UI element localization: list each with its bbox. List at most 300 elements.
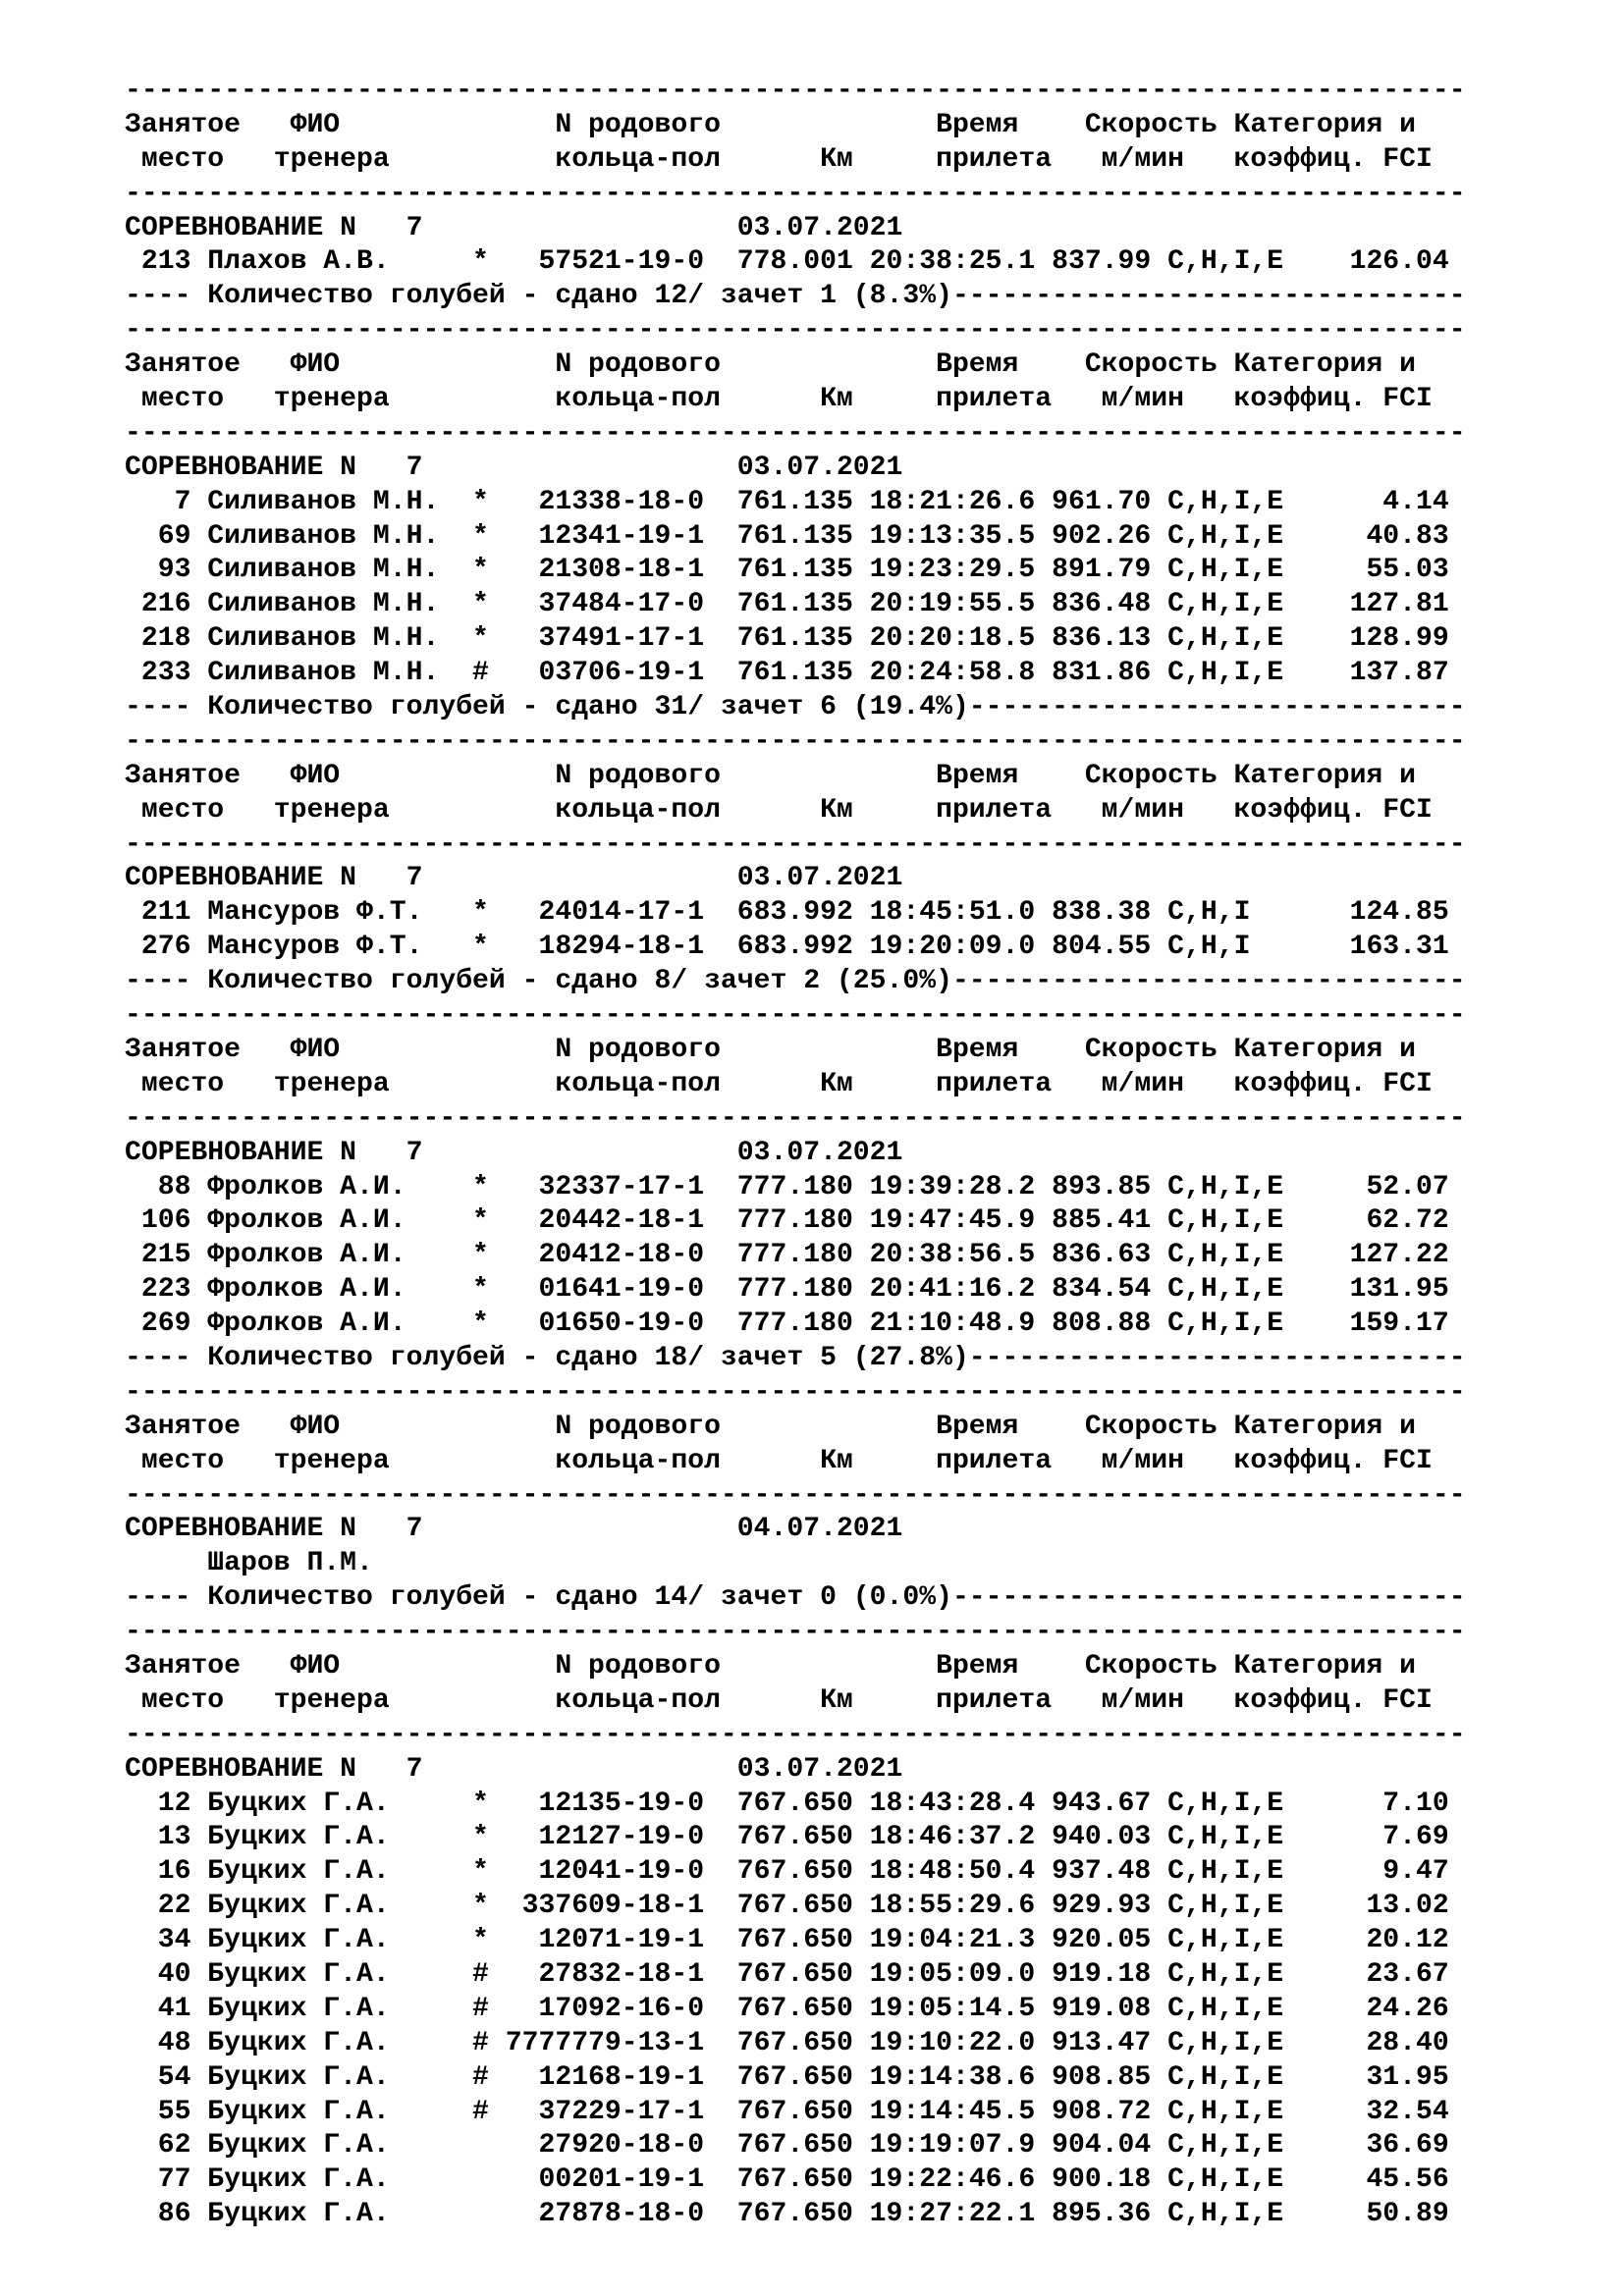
trainer-name: Силиванов М.Н. — [207, 486, 457, 517]
gap — [704, 589, 721, 619]
distance-km: 767.650 — [720, 1958, 853, 1990]
category: C,H,I,E — [1167, 1171, 1284, 1202]
place: 12 — [125, 1788, 191, 1819]
ring-mark: # — [472, 658, 489, 689]
fci: 124.85 — [1283, 897, 1449, 929]
ring-number: 32337-17-1 — [488, 1171, 705, 1202]
distance-km: 761.135 — [720, 486, 853, 517]
gap — [704, 555, 721, 585]
speed: 937.48 — [1052, 1856, 1152, 1888]
ring-number: 03706-19-1 — [488, 658, 705, 689]
gap — [190, 1308, 207, 1339]
fci: 45.56 — [1283, 2164, 1449, 2196]
category: C,H,I — [1167, 932, 1284, 963]
trainer-name: Мансуров Ф.Т. — [207, 897, 457, 929]
ring-mark: * — [472, 589, 489, 620]
gap — [190, 2164, 207, 2195]
gap — [456, 555, 472, 585]
result-row — [125, 1788, 1466, 1822]
ring-mark: * — [472, 1856, 489, 1888]
gap — [1035, 2130, 1052, 2161]
gap — [1035, 555, 1052, 585]
category: C,H,I,E — [1167, 1274, 1284, 1306]
gap — [190, 1822, 207, 1852]
gap — [190, 1994, 207, 2024]
gap — [456, 589, 472, 619]
ring-number: 12127-19-0 — [488, 1822, 705, 1853]
speed: 908.72 — [1052, 2096, 1152, 2127]
place: 40 — [125, 1958, 191, 1990]
gap — [1151, 1891, 1167, 1921]
competition-line — [125, 452, 1466, 486]
gap — [704, 658, 721, 688]
gap — [190, 1205, 207, 1236]
speed: 919.18 — [1052, 1958, 1152, 1990]
gap — [853, 1925, 870, 1955]
gap — [1151, 658, 1167, 688]
place: 215 — [125, 1240, 191, 1271]
gap — [853, 1959, 870, 1990]
trainer-name: Буцких Г.А. — [207, 2061, 457, 2093]
gap — [853, 1822, 870, 1852]
rule: --------------------------------------------------------------------------------- — [125, 1617, 1466, 1648]
distance-km: 767.650 — [720, 2130, 853, 2162]
fci: 7.69 — [1283, 1822, 1449, 1853]
gap — [853, 897, 870, 928]
gap — [853, 555, 870, 585]
trainer-name: Силиванов М.Н. — [207, 623, 457, 655]
ring-mark — [472, 2199, 489, 2229]
gap — [853, 2097, 870, 2127]
fci: 52.07 — [1283, 1171, 1449, 1202]
trainer-name: Силиванов М.Н. — [207, 589, 457, 620]
category: C,H,I,E — [1167, 1205, 1284, 1237]
category: C,H,I,E — [1167, 2096, 1284, 2127]
trainer-name: Буцких Г.А. — [207, 2096, 457, 2127]
competition-date: 03.07.2021 — [736, 1753, 903, 1785]
gap — [704, 1959, 721, 1990]
column-header-line-1: Занятое ФИО N родового Время Скорость Категория и — [125, 1411, 1417, 1442]
category: C,H,I,E — [1167, 1240, 1284, 1271]
ring-mark: * — [472, 1822, 489, 1853]
gap — [190, 1172, 207, 1202]
gap — [456, 521, 472, 552]
trainer-name: Плахов А.В. — [207, 246, 457, 278]
distance-km: 777.180 — [720, 1240, 853, 1271]
ring-number: 12071-19-1 — [488, 1925, 705, 1956]
distance-km: 777.180 — [720, 1171, 853, 1202]
speed: 902.26 — [1052, 520, 1152, 552]
ring-mark — [472, 2130, 489, 2161]
gap — [853, 589, 870, 619]
gap — [1035, 1172, 1052, 1202]
place: 93 — [125, 555, 191, 586]
gap — [1151, 1240, 1167, 1270]
column-header-line-1: Занятое ФИО N родового Время Скорость Категория и — [125, 760, 1417, 791]
gap — [456, 932, 472, 962]
gap — [853, 1856, 870, 1887]
gap — [853, 2028, 870, 2058]
competition-date: 03.07.2021 — [736, 863, 903, 894]
speed: 908.85 — [1052, 2061, 1152, 2093]
gap — [456, 1891, 472, 1921]
result-row — [125, 2163, 1466, 2198]
speed: 831.86 — [1052, 658, 1152, 689]
place: 7 — [125, 486, 191, 517]
category: C,H,I,E — [1167, 2061, 1284, 2093]
column-header-line-2: место тренера кольца-пол Км прилета м/мин коэффиц. FCI — [125, 384, 1433, 415]
ring-number: 24014-17-1 — [488, 897, 705, 929]
gap — [1151, 555, 1167, 585]
gap — [190, 1274, 207, 1305]
speed: 885.41 — [1052, 1205, 1152, 1237]
gap — [704, 1205, 721, 1236]
distance-km: 777.180 — [720, 1205, 853, 1237]
gap — [853, 2062, 870, 2093]
distance-km: 778.001 — [720, 246, 853, 278]
rule: --------------------------------------------------------------------------------- — [125, 76, 1466, 106]
gap — [853, 1789, 870, 1819]
gap — [853, 246, 870, 277]
ring-mark: # — [472, 2061, 489, 2093]
distance-km: 767.650 — [720, 1856, 853, 1888]
arrival-time: 20:24:58.8 — [869, 658, 1036, 689]
speed: 808.88 — [1052, 1308, 1152, 1340]
gap — [456, 1959, 472, 1990]
competition-line — [125, 1137, 1466, 1171]
competition-title: СОРЕВНОВАНИЕ N 7 — [125, 1753, 737, 1785]
result-row — [125, 486, 1466, 520]
gap — [853, 1205, 870, 1236]
fci: 137.87 — [1283, 658, 1449, 689]
result-row — [125, 657, 1466, 691]
trainer-name: Буцких Г.А. — [207, 1993, 457, 2024]
speed: 837.99 — [1052, 246, 1152, 278]
fci: 40.83 — [1283, 520, 1449, 552]
category: C,H,I,E — [1167, 2130, 1284, 2162]
category: C,H,I,E — [1167, 1822, 1284, 1853]
distance-km: 767.650 — [720, 2164, 853, 2196]
gap — [704, 932, 721, 962]
gap — [1035, 932, 1052, 962]
column-header-line-1: Занятое ФИО N родового Время Скорость Категория и — [125, 1650, 1417, 1682]
speed: 913.47 — [1052, 2027, 1152, 2058]
rule: --------------------------------------------------------------------------------- — [125, 1479, 1466, 1511]
gap — [1151, 521, 1167, 552]
ring-mark: # — [472, 2027, 489, 2058]
gap — [190, 897, 207, 928]
distance-km: 767.650 — [720, 1822, 853, 1853]
gap — [456, 2028, 472, 2058]
gap — [1151, 487, 1167, 517]
gap — [456, 2164, 472, 2195]
result-row — [125, 1171, 1466, 1205]
gap — [456, 658, 472, 688]
distance-km: 767.650 — [720, 2061, 853, 2093]
place: 48 — [125, 2027, 191, 2058]
gap — [190, 487, 207, 517]
fci: 62.72 — [1283, 1205, 1449, 1237]
gap — [704, 2028, 721, 2058]
ring-number: 12341-19-1 — [488, 520, 705, 552]
trainer-name: Фролков А.И. — [207, 1171, 457, 1202]
place: 106 — [125, 1205, 191, 1237]
gap — [704, 2130, 721, 2161]
speed: 961.70 — [1052, 486, 1152, 517]
ring-mark: # — [472, 1993, 489, 2024]
arrival-time: 19:19:07.9 — [869, 2130, 1036, 2162]
distance-km: 761.135 — [720, 589, 853, 620]
ring-number: 7777779-13-1 — [488, 2027, 705, 2058]
competition-line — [125, 862, 1466, 896]
gap — [456, 1172, 472, 1202]
category: C,H,I,E — [1167, 2199, 1284, 2230]
fci: 28.40 — [1283, 2027, 1449, 2058]
gap — [704, 1925, 721, 1955]
gap — [1035, 658, 1052, 688]
arrival-time: 20:20:18.5 — [869, 623, 1036, 655]
gap — [1035, 246, 1052, 277]
category: C,H,I,E — [1167, 1958, 1284, 1990]
gap — [190, 932, 207, 962]
ring-mark: * — [472, 1788, 489, 1819]
ring-number: 21338-18-0 — [488, 486, 705, 517]
ring-mark: * — [472, 1925, 489, 1956]
gap — [1035, 2097, 1052, 2127]
gap — [1151, 2062, 1167, 2093]
category: C,H,I,E — [1167, 1891, 1284, 1922]
arrival-time: 19:14:45.5 — [869, 2096, 1036, 2127]
ring-number: 37229-17-1 — [488, 2096, 705, 2127]
arrival-time: 18:46:37.2 — [869, 1822, 1036, 1853]
place: 216 — [125, 589, 191, 620]
category: C,H,I,E — [1167, 1308, 1284, 1340]
rule: --------------------------------------------------------------------------------- — [125, 725, 1466, 757]
result-row — [125, 1890, 1466, 1924]
ring-number: 01650-19-0 — [488, 1308, 705, 1340]
place: 218 — [125, 623, 191, 655]
gap — [456, 1994, 472, 2024]
gap — [1035, 1994, 1052, 2024]
gap — [456, 246, 472, 277]
category: C,H,I,E — [1167, 1788, 1284, 1819]
ring-number: 01641-19-0 — [488, 1274, 705, 1306]
gap — [1035, 1205, 1052, 1236]
gap — [190, 2062, 207, 2093]
gap — [456, 1789, 472, 1819]
gap — [1035, 1308, 1052, 1339]
gap — [853, 2199, 870, 2229]
gap — [190, 521, 207, 552]
distance-km: 767.650 — [720, 1891, 853, 1922]
speed: 834.54 — [1052, 1274, 1152, 1306]
summary-line: ---- Количество голубей - сдано 31/ зачет 6 (19.4%)------------------------------ — [125, 692, 1466, 723]
arrival-time: 19:10:22.0 — [869, 2027, 1036, 2058]
ring-number: 337609-18-1 — [488, 1891, 705, 1922]
fci: 55.03 — [1283, 555, 1449, 586]
gap — [704, 1172, 721, 1202]
category: C,H,I,E — [1167, 2027, 1284, 2058]
ring-mark: * — [472, 932, 489, 963]
gap — [704, 897, 721, 928]
gap — [853, 1240, 870, 1270]
ring-mark: * — [472, 486, 489, 517]
competition-title: СОРЕВНОВАНИЕ N 7 — [125, 1137, 737, 1168]
rule: --------------------------------------------------------------------------------- — [125, 1719, 1466, 1750]
result-row — [125, 2129, 1466, 2163]
gap — [704, 2062, 721, 2093]
gap — [853, 1308, 870, 1339]
gap — [190, 589, 207, 619]
rule: --------------------------------------------------------------------------------- — [125, 1102, 1466, 1134]
ring-mark: * — [472, 520, 489, 552]
ring-number: 27832-18-1 — [488, 1958, 705, 1990]
trainer-name: Буцких Г.А. — [207, 2164, 457, 2196]
place: 62 — [125, 2130, 191, 2162]
gap — [1151, 2130, 1167, 2161]
column-header-line-2: место тренера кольца-пол Км прилета м/мин коэффиц. FCI — [125, 143, 1433, 175]
gap — [704, 1308, 721, 1339]
gap — [1151, 2199, 1167, 2229]
gap — [1151, 1822, 1167, 1852]
result-row — [125, 2096, 1466, 2130]
competition-date: 03.07.2021 — [736, 212, 903, 243]
competition-title: СОРЕВНОВАНИЕ N 7 — [125, 1514, 737, 1545]
result-row — [125, 520, 1466, 555]
ring-mark: * — [472, 623, 489, 655]
gap — [456, 1240, 472, 1270]
gap — [190, 1891, 207, 1921]
gap — [456, 2097, 472, 2127]
arrival-time: 20:38:25.1 — [869, 246, 1036, 278]
gap — [853, 521, 870, 552]
gap — [1035, 2199, 1052, 2229]
fci: 36.69 — [1283, 2130, 1449, 2162]
ring-number: 37491-17-1 — [488, 623, 705, 655]
competition-title: СОРЕВНОВАНИЕ N 7 — [125, 212, 737, 243]
gap — [853, 2164, 870, 2195]
arrival-time: 18:48:50.4 — [869, 1856, 1036, 1888]
place: 269 — [125, 1308, 191, 1340]
column-header-line-1: Занятое ФИО N родового Время Скорость Категория и — [125, 349, 1417, 381]
ring-number: 57521-19-0 — [488, 246, 705, 278]
trainer-name: Силиванов М.Н. — [207, 555, 457, 586]
gap — [1035, 623, 1052, 654]
gap — [853, 623, 870, 654]
speed: 900.18 — [1052, 2164, 1152, 2196]
place: 69 — [125, 520, 191, 552]
trainer-name: Буцких Г.А. — [207, 1822, 457, 1853]
competition-line — [125, 1513, 1466, 1547]
trainer-name: Силиванов М.Н. — [207, 658, 457, 689]
gap — [704, 1240, 721, 1270]
category: C,H,I,E — [1167, 246, 1284, 278]
distance-km: 777.180 — [720, 1308, 853, 1340]
ring-number: 12168-19-1 — [488, 2061, 705, 2093]
gap — [853, 658, 870, 688]
arrival-time: 19:39:28.2 — [869, 1171, 1036, 1202]
gap — [456, 1822, 472, 1852]
fci: 4.14 — [1283, 486, 1449, 517]
ring-mark — [472, 2164, 489, 2195]
speed: 940.03 — [1052, 1822, 1152, 1853]
place: 88 — [125, 1171, 191, 1202]
summary-line: ---- Количество голубей - сдано 8/ зачет 2 (25.0%)------------------------------- — [125, 966, 1466, 997]
gap — [1035, 2062, 1052, 2093]
result-row — [125, 896, 1466, 931]
gap — [853, 1891, 870, 1921]
ring-number: 27878-18-0 — [488, 2199, 705, 2230]
result-row — [125, 1958, 1466, 1993]
ring-mark: * — [472, 555, 489, 586]
arrival-time: 19:47:45.9 — [869, 1205, 1036, 1237]
gap — [853, 1274, 870, 1305]
category: C,H,I — [1167, 897, 1284, 929]
arrival-time: 19:04:21.3 — [869, 1925, 1036, 1956]
summary-line: ---- Количество голубей - сдано 18/ зачет 5 (27.8%)------------------------------ — [125, 1342, 1466, 1373]
arrival-time: 19:27:22.1 — [869, 2199, 1036, 2230]
trainer-name: Силиванов М.Н. — [207, 520, 457, 552]
speed: 838.38 — [1052, 897, 1152, 929]
competition-title: СОРЕВНОВАНИЕ N 7 — [125, 863, 737, 894]
gap — [704, 1891, 721, 1921]
gap — [853, 487, 870, 517]
trainer-name: Буцких Г.А. — [207, 1856, 457, 1888]
gap — [190, 623, 207, 654]
ring-mark: # — [472, 1958, 489, 1990]
gap — [1035, 2028, 1052, 2058]
trainer-name: Буцких Г.А. — [207, 2130, 457, 2162]
speed: 836.63 — [1052, 1240, 1152, 1271]
ring-number: 20412-18-0 — [488, 1240, 705, 1271]
gap — [1151, 1205, 1167, 1236]
fci: 159.17 — [1283, 1308, 1449, 1340]
ring-number: 37484-17-0 — [488, 589, 705, 620]
fci: 23.67 — [1283, 1958, 1449, 1990]
category: C,H,I,E — [1167, 623, 1284, 655]
gap — [190, 1959, 207, 1990]
gap — [1151, 623, 1167, 654]
fci: 31.95 — [1283, 2061, 1449, 2093]
place: 54 — [125, 2061, 191, 2093]
arrival-time: 19:14:38.6 — [869, 2061, 1036, 2093]
result-row — [125, 1273, 1466, 1308]
gap — [1035, 897, 1052, 928]
distance-km: 767.650 — [720, 2096, 853, 2127]
gap — [853, 1994, 870, 2024]
fci: 50.89 — [1283, 2199, 1449, 2230]
gap — [456, 1308, 472, 1339]
fci: 127.22 — [1283, 1240, 1449, 1271]
ring-number: 20442-18-1 — [488, 1205, 705, 1237]
result-row — [125, 1855, 1466, 1890]
column-header-line-2: место тренера кольца-пол Км прилета м/мин коэффиц. FCI — [125, 1684, 1433, 1716]
arrival-time: 20:38:56.5 — [869, 1240, 1036, 1271]
gap — [704, 1856, 721, 1887]
fci: 163.31 — [1283, 932, 1449, 963]
arrival-time: 18:45:51.0 — [869, 897, 1036, 929]
category: C,H,I,E — [1167, 486, 1284, 517]
arrival-time: 19:23:29.5 — [869, 555, 1036, 586]
distance-km: 767.650 — [720, 1788, 853, 1819]
ring-mark: * — [472, 1891, 489, 1922]
gap — [456, 487, 472, 517]
gap — [704, 2164, 721, 2195]
place: 16 — [125, 1856, 191, 1888]
ring-number: 12041-19-0 — [488, 1856, 705, 1888]
speed: 904.04 — [1052, 2130, 1152, 2162]
gap — [456, 2062, 472, 2093]
